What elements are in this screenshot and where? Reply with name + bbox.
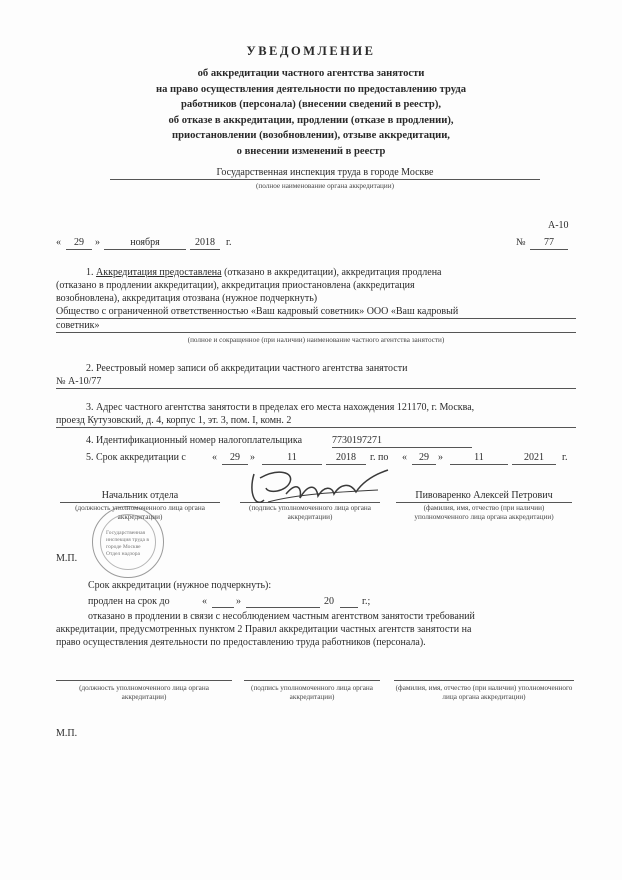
stamp-place-label: М.П. bbox=[56, 553, 78, 564]
document-title: УВЕДОМЛЕНИЕ bbox=[246, 44, 376, 58]
item5-suffix: г. bbox=[562, 452, 568, 463]
number-label: № bbox=[516, 237, 526, 248]
section2-quote: « bbox=[202, 596, 207, 607]
item1-line3: возобновлена), аккредитация отозвана (нужное подчеркнуть) bbox=[56, 293, 318, 304]
item2-block bbox=[56, 362, 576, 389]
heading-line: работников (персонала) (внесении сведений в реестр), bbox=[181, 99, 441, 111]
date-day: 29 bbox=[66, 236, 92, 250]
item5-day-from: 29 bbox=[222, 451, 248, 465]
item1-number: 1. bbox=[86, 267, 94, 278]
heading-line: о внесении изменений в реестр bbox=[236, 145, 386, 157]
section2-month-blank bbox=[246, 607, 320, 608]
item1-company-line2: советник» bbox=[56, 319, 576, 333]
section2-line2-prefix: продлен на срок до bbox=[88, 596, 170, 607]
signer-name: Пивоваренко Алексей Петрович bbox=[396, 489, 572, 503]
section2-g: г.; bbox=[362, 596, 371, 607]
authority-name: Государственная инспекция труда в городе Москве bbox=[110, 166, 540, 180]
item5-quote: » bbox=[250, 452, 255, 463]
item5-quote: « bbox=[212, 452, 217, 463]
section2-day-blank bbox=[212, 607, 234, 608]
item5-label: 5. Срок аккредитации с bbox=[86, 452, 186, 463]
item5-year-from: 2018 bbox=[326, 451, 366, 465]
item5-quote: « bbox=[402, 452, 407, 463]
item3-line2: проезд Кутузовский, д. 4, корпус 1, эт. 3, пом. I, комн. 2 bbox=[56, 414, 576, 428]
number-value: 77 bbox=[530, 236, 568, 250]
item5-quote: » bbox=[438, 452, 443, 463]
item3-line1: 3. Адрес частного агентства занятости в пределах его места нахождения 121170, г. Москва, bbox=[86, 402, 475, 413]
item5-year-to: 2021 bbox=[512, 451, 556, 465]
item1-block bbox=[56, 266, 576, 333]
signature-caption-2: (подпись уполномоченного лица органа аккредитации) bbox=[251, 684, 373, 701]
item5-mid: г. по bbox=[370, 452, 389, 463]
item1-caption: (полное и сокращенное (при наличии) наименование частного агентства занятости) bbox=[187, 336, 445, 344]
heading-line: об отказе в аккредитации, продлении (отказе в продлении), bbox=[168, 114, 454, 126]
section2-refusal bbox=[56, 610, 580, 649]
stamp-place-label-2: М.П. bbox=[56, 728, 78, 739]
date-quote-open: « bbox=[56, 237, 61, 248]
heading-line: об аккредитации частного агентства занятости bbox=[197, 68, 425, 79]
date-quote-close: » bbox=[95, 237, 100, 248]
item1-company-line1: Общество с ограниченной ответственностью «Ваш кадровый советник» ООО «Ваш кадровый bbox=[56, 305, 576, 319]
section2-line4: аккредитации, предусмотренных пунктом 2 Правил аккредитации частных агентств занятости на bbox=[56, 624, 472, 635]
document-heading bbox=[80, 66, 542, 160]
section2-year-blank bbox=[340, 607, 358, 608]
section2-line3: отказано в продлении в связи с несоблюдением частным агентством занятости требований bbox=[88, 611, 475, 622]
signer-position-caption: (должность уполномоченного лица органа аккредитации) bbox=[75, 504, 205, 521]
heading-line: приостановлении (возобновлении), отзыве аккредитации, bbox=[172, 130, 450, 142]
signature-caption: (подпись уполномоченного лица органа аккредитации) bbox=[249, 504, 371, 521]
section2-line1: Срок аккредитации (нужное подчеркнуть): bbox=[88, 580, 272, 591]
signer-position: Начальник отдела bbox=[60, 489, 220, 503]
heading-line: на право осуществления деятельности по предоставлению труда bbox=[155, 83, 467, 95]
name-caption: (фамилия, имя, отчество (при наличии) уполномоченного лица органа аккредитации) bbox=[395, 684, 573, 701]
section2-quote: » bbox=[236, 596, 241, 607]
item5-month-from: 11 bbox=[262, 451, 322, 465]
form-code: А-10 bbox=[548, 220, 569, 231]
item2-line2: № А-10/77 bbox=[56, 375, 576, 389]
item1-line2: (отказано в продлении аккредитации), аккредитация приостановлена (аккредитация bbox=[56, 280, 415, 291]
item5-month-to: 11 bbox=[450, 451, 508, 465]
item4-label: 4. Идентификационный номер налогоплательщика bbox=[86, 435, 303, 446]
item1-rest-line1: (отказано в аккредитации), аккредитация продлена bbox=[224, 267, 442, 278]
item5-day-to: 29 bbox=[412, 451, 436, 465]
authority-caption: (полное наименование органа аккредитации) bbox=[256, 182, 394, 190]
signer-name-caption: (фамилия, имя, отчество (при наличии) уполномоченного лица органа аккредитации) bbox=[414, 504, 554, 521]
item4-value: 7730197271 bbox=[332, 434, 472, 448]
date-year: 2018 bbox=[190, 236, 220, 250]
name-line bbox=[394, 680, 574, 681]
date-month: ноября bbox=[104, 236, 186, 250]
position-caption: (должность уполномоченного лица органа аккредитации) bbox=[79, 684, 209, 701]
section2-year-prefix: 20 bbox=[324, 596, 334, 607]
item3-block bbox=[56, 401, 576, 428]
item2-line1: 2. Реестровый номер записи об аккредитации частного агентства занятости bbox=[86, 363, 408, 374]
date-suffix: г. bbox=[226, 237, 232, 248]
position-line bbox=[56, 680, 232, 681]
signature-line-2 bbox=[244, 680, 380, 681]
item1-accredited: Аккредитация предоставлена bbox=[96, 267, 222, 278]
section2-line5: право осуществления деятельности по предоставлению труда работников (персонала). bbox=[56, 637, 426, 648]
stamp-text: Государственная инспекция труда в городе Москве Отдел надзора bbox=[106, 530, 149, 557]
